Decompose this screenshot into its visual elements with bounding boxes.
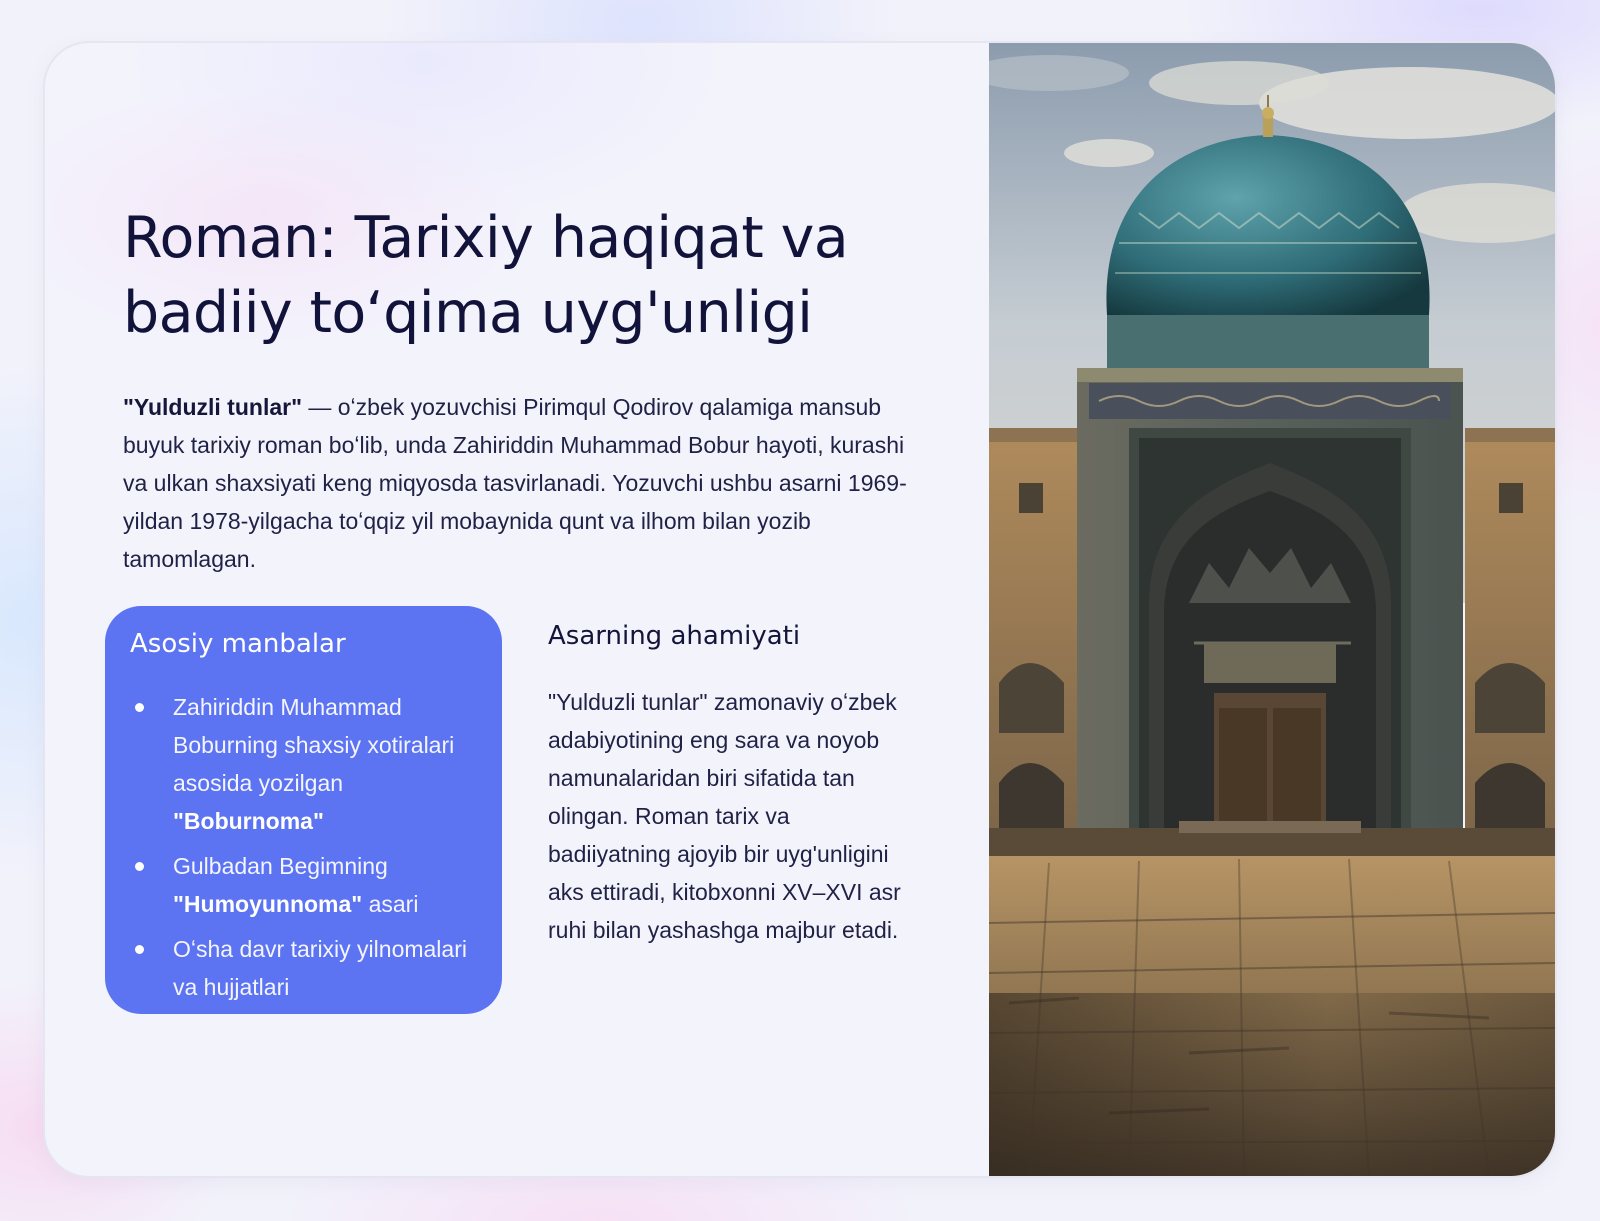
- sources-panel: [105, 606, 502, 1014]
- madrasa-photo: [989, 43, 1555, 1176]
- bullet-icon: [135, 945, 144, 954]
- source-text-end: asari: [362, 891, 419, 917]
- source-title: "Boburnoma": [173, 808, 324, 834]
- sources-heading: Asosiy manbalar: [130, 629, 346, 659]
- source-text: Zahiriddin Muhammad Boburning shaxsiy xotiralari asosida yozilgan: [173, 694, 455, 796]
- significance-section: [548, 618, 918, 949]
- list-item: [105, 930, 502, 1006]
- sources-list: [105, 688, 502, 1013]
- significance-heading: Asarning ahamiyati: [548, 621, 801, 651]
- significance-text: "Yulduzli tunlar" zamonaviy oʻzbek adabiyotining eng sara va noyob namunalaridan biri sifatida tan olingan. Roman tarix va badiiyatning ajoyib bir uyg'unligini aks ettiradi, kitobxonni XV–XVI asr ruhi bilan yashashga majbur etadi.: [548, 689, 901, 943]
- slide-title: Roman: Tarixiy haqiqat va badiiy toʻqima uyg'unligi: [123, 205, 849, 346]
- source-title: "Humoyunnoma": [173, 891, 363, 917]
- list-item: [105, 688, 502, 840]
- novel-name: "Yulduzli tunlar": [123, 394, 302, 420]
- slide-card: [45, 43, 1555, 1176]
- list-item: [105, 847, 502, 923]
- intro-text: — oʻzbek yozuvchisi Pirimqul Qodirov qalamiga mansub buyuk tarixiy roman boʻlib, unda Zahiriddin Muhammad Bobur hayoti, kurashi va ulkan shaxsiyati keng miqyosda tasvirlanadi. Yozuvchi ushbu asarni 1969-yildan 1978-yilgacha toʻqqiz yil mobaynida qunt va ilhom bilan yozib tamomlagan.: [123, 394, 907, 572]
- intro-paragraph: [123, 388, 923, 578]
- source-text: Gulbadan Begimning: [173, 853, 388, 879]
- bullet-icon: [135, 862, 144, 871]
- source-text: Oʻsha davr tarixiy yilnomalari va hujjatlari: [173, 936, 467, 1000]
- text-column: [123, 43, 983, 1176]
- bullet-icon: [135, 703, 144, 712]
- madrasa-illustration: [989, 43, 1555, 1176]
